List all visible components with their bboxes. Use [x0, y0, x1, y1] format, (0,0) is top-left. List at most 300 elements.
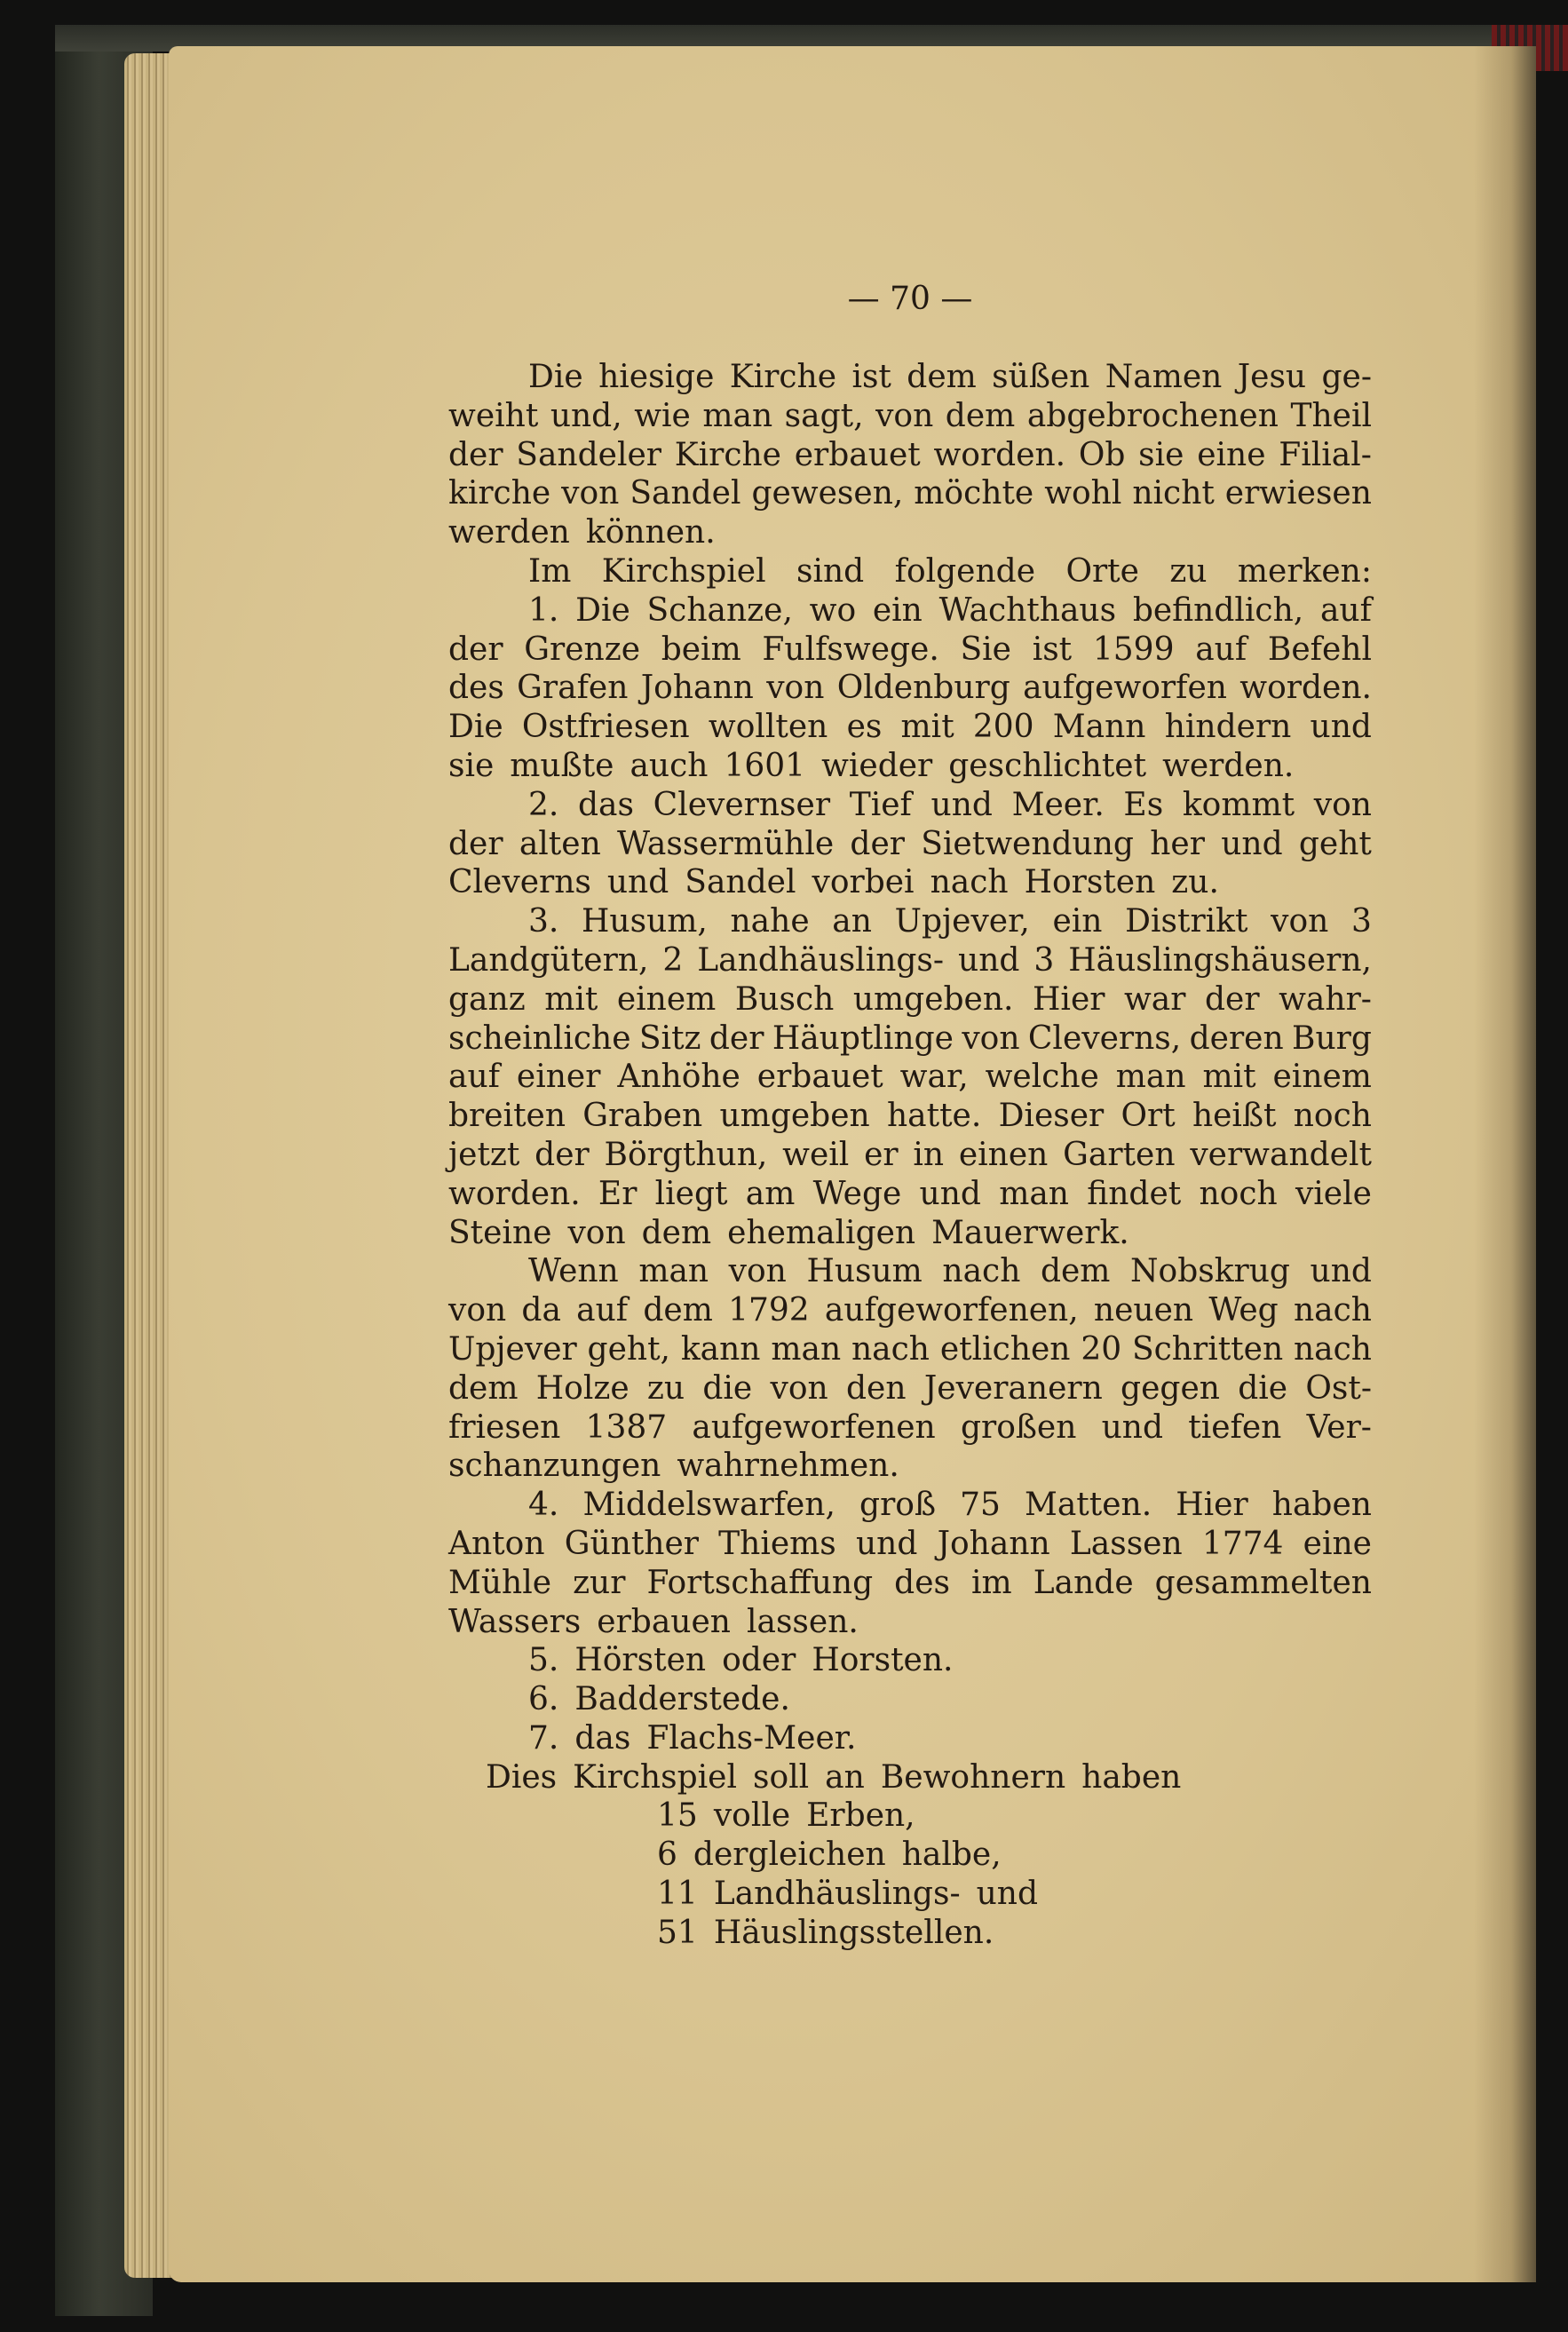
- word: Filial-: [1279, 436, 1372, 473]
- word: von: [448, 1292, 507, 1329]
- text-line: [448, 1136, 1372, 1175]
- word: tiefen: [1188, 1408, 1282, 1446]
- word: worden.: [1239, 670, 1372, 707]
- word: hiesige: [598, 359, 715, 395]
- text-line: [448, 1369, 1372, 1408]
- word: von: [728, 1253, 787, 1290]
- word: 2.: [528, 786, 559, 823]
- word: Namen: [1105, 359, 1223, 395]
- word: und: [606, 864, 669, 901]
- word: das: [574, 1719, 631, 1757]
- word: zu: [646, 1369, 685, 1407]
- word: folgende: [894, 552, 1036, 590]
- word: erwiesen: [1224, 475, 1372, 512]
- word: möchte: [914, 475, 1034, 512]
- word: gesammelten: [1154, 1564, 1372, 1601]
- word: Sietwendung: [921, 825, 1134, 862]
- word: und: [931, 786, 993, 823]
- word: und: [1101, 1408, 1164, 1446]
- word: Johann: [640, 670, 754, 707]
- word: sie: [1138, 436, 1184, 473]
- word: auf: [1195, 631, 1247, 668]
- word: von: [770, 1369, 828, 1407]
- word: wieder: [821, 747, 933, 784]
- word: haben: [1081, 1758, 1182, 1796]
- word: zu.: [1171, 864, 1219, 901]
- word: an: [832, 903, 872, 940]
- word: Lassen: [1069, 1525, 1183, 1562]
- word: Flachs-Meer.: [646, 1719, 857, 1757]
- text-line: [448, 1175, 1372, 1214]
- word: Kirche: [729, 359, 837, 395]
- word: wohl: [1044, 475, 1122, 512]
- word: Häuslingsstellen.: [713, 1914, 994, 1951]
- word: 6: [657, 1836, 677, 1874]
- word: können.: [585, 514, 716, 551]
- word: 2: [662, 941, 684, 979]
- word: nach: [1293, 1292, 1372, 1329]
- word: Mühle: [448, 1564, 552, 1601]
- text-line: [448, 1019, 1372, 1059]
- word: war: [1123, 980, 1186, 1018]
- text-line: [448, 708, 1372, 747]
- word: befindlich,: [1132, 591, 1304, 629]
- word: wahr-: [1279, 980, 1372, 1018]
- word: und: [1310, 709, 1372, 746]
- text-line: [448, 1214, 1372, 1253]
- word: Erben,: [806, 1797, 915, 1835]
- word: Steine: [448, 1214, 552, 1251]
- page-number: — 70 —: [847, 281, 973, 317]
- word: man: [702, 397, 773, 434]
- word: einem: [616, 980, 717, 1018]
- word: an: [825, 1758, 865, 1796]
- word: umgeben.: [852, 980, 1014, 1018]
- word: Upjever,: [894, 903, 1030, 940]
- word: verwandelt: [1190, 1136, 1372, 1173]
- word: geht: [1298, 825, 1372, 862]
- word: noch: [1199, 1175, 1278, 1212]
- word: mit: [900, 709, 954, 746]
- word: Horsten.: [812, 1642, 954, 1679]
- word: erbauen: [597, 1603, 731, 1640]
- word: breiten: [448, 1098, 566, 1135]
- word: 75: [960, 1487, 1001, 1524]
- word: der: [448, 436, 503, 473]
- word: nach: [1293, 1330, 1372, 1368]
- word: ge-: [1321, 359, 1372, 395]
- word: Befehl: [1267, 631, 1372, 668]
- word: wollten: [708, 709, 828, 746]
- word: werden.: [1162, 747, 1295, 784]
- word: ein: [872, 591, 923, 629]
- word: Grenze: [524, 631, 640, 668]
- text-line: [448, 941, 1372, 980]
- text-line: [448, 1291, 1372, 1330]
- word: Jeveranern: [923, 1369, 1103, 1407]
- word: zu: [1169, 552, 1208, 590]
- word: Sie: [960, 631, 1011, 668]
- text-line: [448, 513, 1372, 552]
- word: Thiems: [718, 1525, 836, 1562]
- word: Sandel: [630, 475, 741, 512]
- word: Grafen: [517, 670, 629, 707]
- text-line: [448, 1525, 1372, 1564]
- word: werden: [448, 514, 570, 551]
- word: Häuslingshäusern,: [1068, 941, 1372, 979]
- word: Die: [448, 709, 503, 746]
- word: umgeben: [719, 1098, 870, 1135]
- word: von: [962, 1019, 1020, 1057]
- word: Schritten: [1131, 1330, 1284, 1368]
- word: dem: [641, 1214, 712, 1251]
- word: war,: [899, 1059, 969, 1096]
- word: gegen: [1121, 1369, 1220, 1407]
- word: dem: [643, 1292, 713, 1329]
- word: hatte.: [886, 1098, 982, 1135]
- word: vorbei: [812, 864, 915, 901]
- word: ehemaligen: [727, 1214, 916, 1251]
- word: Orte: [1065, 552, 1139, 590]
- text-line: [448, 825, 1372, 864]
- word: jetzt: [448, 1136, 520, 1173]
- text-line: [448, 1719, 1372, 1758]
- word: Busch: [734, 980, 835, 1018]
- text-line: [448, 436, 1372, 475]
- word: von: [766, 670, 825, 707]
- word: aufgeworfenen,: [824, 1292, 1079, 1329]
- word: 20: [1081, 1330, 1122, 1368]
- text-line: [448, 1447, 1372, 1486]
- word: Cleverns: [448, 864, 591, 901]
- word: Wachthaus: [938, 591, 1117, 629]
- text-line: [448, 1914, 1372, 1953]
- page-text: [448, 280, 1372, 1953]
- word: eine: [1197, 436, 1266, 473]
- word: Sandel: [685, 864, 796, 901]
- word: Es: [1123, 786, 1164, 823]
- word: am: [745, 1175, 796, 1212]
- word: man: [638, 1253, 709, 1290]
- word: oder: [722, 1642, 796, 1679]
- word: auch: [630, 747, 709, 784]
- word: geschlichtet: [948, 747, 1147, 784]
- word: sind: [796, 552, 865, 590]
- word: geht,: [587, 1330, 670, 1368]
- word: Oldenburg: [836, 670, 1010, 707]
- word: dem: [448, 1369, 519, 1407]
- word: halbe,: [901, 1836, 1002, 1874]
- word: eine: [1303, 1525, 1372, 1562]
- word: Burg: [1292, 1019, 1372, 1057]
- text-line: [448, 863, 1372, 902]
- word: welche: [985, 1059, 1099, 1096]
- word: dem: [945, 397, 1016, 434]
- text-line: [448, 552, 1372, 591]
- word: es: [846, 709, 883, 746]
- word: Ver-: [1306, 1408, 1372, 1446]
- word: findet: [1087, 1175, 1182, 1212]
- word: den: [846, 1369, 907, 1407]
- word: Cleverns,: [1027, 1019, 1182, 1057]
- word: der: [1205, 980, 1260, 1018]
- word: Horsten: [1024, 864, 1156, 901]
- text-line: [448, 631, 1372, 670]
- word: Landhäuslings-: [697, 941, 945, 979]
- word: Lande: [1033, 1564, 1134, 1601]
- word: einer: [516, 1059, 601, 1096]
- word: und: [976, 1876, 1039, 1913]
- word: Fulfswege.: [762, 631, 939, 668]
- text-line: [448, 1641, 1372, 1680]
- word: kirche: [448, 475, 551, 512]
- word: von: [567, 1214, 626, 1251]
- word: scheinliche: [448, 1019, 631, 1057]
- word: man: [1115, 1059, 1186, 1096]
- word: heißt: [1192, 1098, 1277, 1135]
- word: ist: [1032, 631, 1073, 668]
- word: dem: [1040, 1253, 1111, 1290]
- text-line: [448, 358, 1372, 397]
- word: merken:: [1237, 552, 1372, 590]
- word: wo: [809, 591, 857, 629]
- word: und: [1310, 1253, 1372, 1290]
- word: hindern: [1164, 709, 1292, 746]
- word: 1774: [1201, 1525, 1284, 1562]
- text-line: [448, 1758, 1372, 1797]
- word: 51: [657, 1914, 698, 1951]
- word: Wege: [812, 1175, 902, 1212]
- text-line: [448, 397, 1372, 436]
- word: nach: [851, 1330, 930, 1368]
- word: die: [1238, 1369, 1288, 1407]
- word: aufgeworfenen: [692, 1408, 936, 1446]
- word: 200: [972, 709, 1034, 746]
- text-line: [448, 747, 1372, 786]
- word: der: [535, 1136, 590, 1173]
- word: Johann: [937, 1525, 1050, 1562]
- word: der: [448, 825, 503, 862]
- text-line: [448, 1603, 1372, 1642]
- word: Bewohnern: [880, 1758, 1066, 1796]
- word: auf: [448, 1059, 500, 1096]
- word: Theil: [1290, 397, 1372, 434]
- word: und: [855, 1525, 918, 1562]
- word: Schanze,: [646, 591, 793, 629]
- text-line: [448, 1408, 1372, 1448]
- word: schanzungen: [448, 1448, 661, 1485]
- word: Landhäuslings-: [713, 1876, 961, 1913]
- word: zur: [573, 1564, 626, 1601]
- word: des: [894, 1564, 950, 1601]
- word: etlichen: [939, 1330, 1071, 1368]
- text-line: [448, 1797, 1372, 1836]
- word: und: [919, 1175, 981, 1212]
- word: sagt,: [784, 397, 864, 434]
- word: soll: [752, 1758, 810, 1796]
- word: Mauerwerk.: [931, 1214, 1129, 1251]
- text-line: [448, 1836, 1372, 1875]
- word: friesen: [448, 1408, 561, 1446]
- word: Kirche: [674, 436, 781, 473]
- word: Hörsten: [574, 1642, 707, 1679]
- word: nach: [942, 1253, 1021, 1290]
- word: ein: [1052, 903, 1103, 940]
- word: mit: [1202, 1059, 1256, 1096]
- word: lassen.: [746, 1603, 859, 1640]
- word: weil: [782, 1136, 850, 1173]
- word: der: [709, 1019, 764, 1057]
- word: süßen: [992, 359, 1090, 395]
- word: Husum: [806, 1253, 923, 1290]
- word: großen: [960, 1408, 1077, 1446]
- word: Sandeler: [516, 436, 661, 473]
- word: und: [1221, 825, 1283, 862]
- word: worden.: [448, 1175, 581, 1212]
- text-line: [448, 474, 1372, 513]
- word: im: [971, 1564, 1012, 1601]
- word: 4.: [528, 1487, 559, 1524]
- word: des: [448, 670, 504, 707]
- word: ist: [851, 359, 891, 395]
- word: volle: [713, 1797, 791, 1835]
- word: 1792: [728, 1292, 810, 1329]
- word: 5.: [528, 1642, 559, 1679]
- word: von: [875, 397, 934, 434]
- text-line: [448, 1680, 1372, 1719]
- word: das: [578, 786, 634, 823]
- word: erbauet: [756, 1059, 883, 1096]
- word: der: [448, 631, 503, 668]
- word: Fortschaffung: [646, 1564, 874, 1601]
- word: nicht: [1132, 475, 1215, 512]
- word: her: [1150, 825, 1205, 862]
- word: Hier: [1033, 980, 1105, 1018]
- text-line: [448, 902, 1372, 941]
- text-line: [448, 669, 1372, 708]
- word: Clevernser: [653, 786, 831, 823]
- word: Hier: [1176, 1487, 1248, 1524]
- text-line: [448, 1486, 1372, 1525]
- word: 3.: [528, 903, 559, 940]
- word: wahrnehmen.: [677, 1448, 899, 1485]
- word: 15: [657, 1797, 698, 1835]
- word: man: [999, 1175, 1069, 1212]
- word: aufgeworfen: [1023, 670, 1227, 707]
- word: Wassers: [448, 1603, 582, 1640]
- word: erbauet: [794, 436, 921, 473]
- word: dergleichen: [693, 1836, 886, 1874]
- word: und,: [550, 397, 622, 434]
- word: mußte: [510, 747, 614, 784]
- word: dem: [907, 359, 977, 395]
- word: groß: [859, 1487, 937, 1524]
- text-line: [448, 1252, 1372, 1291]
- word: Nobskrug: [1130, 1253, 1290, 1290]
- word: Husum,: [582, 903, 708, 940]
- word: haben: [1271, 1487, 1372, 1524]
- text-line: [448, 1330, 1372, 1369]
- text-line: [448, 786, 1372, 825]
- word: alten: [519, 825, 601, 862]
- word: 11: [657, 1876, 698, 1913]
- word: wie: [634, 397, 691, 434]
- word: 1.: [528, 591, 559, 629]
- word: 6.: [528, 1681, 559, 1718]
- word: Im: [528, 552, 572, 590]
- word: Middelswarfen,: [582, 1487, 835, 1524]
- word: einen: [958, 1136, 1049, 1173]
- word: Kirchspiel: [601, 552, 766, 590]
- word: Landgütern,: [448, 941, 649, 979]
- word: Die: [528, 359, 583, 395]
- word: nahe: [730, 903, 810, 940]
- word: Dieser: [998, 1098, 1105, 1135]
- word: nach: [930, 864, 1009, 901]
- word: die: [702, 1369, 753, 1407]
- word: und: [958, 941, 1020, 979]
- word: Garten: [1063, 1136, 1176, 1173]
- word: Ob: [1078, 436, 1126, 473]
- word: Die: [575, 591, 630, 629]
- word: Matten.: [1024, 1487, 1152, 1524]
- word: Ost-: [1305, 1369, 1372, 1407]
- word: von: [1271, 903, 1329, 940]
- word: noch: [1293, 1098, 1372, 1135]
- word: Kirchspiel: [573, 1758, 737, 1796]
- word: Börgthun,: [604, 1136, 768, 1173]
- word: Mann: [1052, 709, 1146, 746]
- word: er: [864, 1136, 899, 1173]
- word: 7.: [528, 1719, 559, 1757]
- word: Häuptlinge: [772, 1019, 954, 1057]
- word: Wenn: [528, 1253, 619, 1290]
- word: neuen: [1093, 1292, 1194, 1329]
- word: viele: [1295, 1175, 1372, 1212]
- word: ganz: [448, 980, 526, 1018]
- word: deren: [1189, 1019, 1284, 1057]
- word: Holze: [535, 1369, 630, 1407]
- word: Sitz: [638, 1019, 701, 1057]
- word: Ort: [1121, 1098, 1176, 1135]
- word: Upjever: [448, 1330, 577, 1368]
- word: weiht: [448, 397, 539, 434]
- word: kann: [680, 1330, 761, 1368]
- word: Er: [598, 1175, 637, 1212]
- word: auf: [1319, 591, 1372, 629]
- word: da: [521, 1292, 561, 1329]
- text-line: [448, 591, 1372, 631]
- word: Anhöhe: [617, 1059, 740, 1096]
- word: Jesu: [1237, 359, 1307, 395]
- word: man: [771, 1330, 842, 1368]
- text-line: [448, 1564, 1372, 1603]
- word: Tief: [849, 786, 912, 823]
- page-gutter: [1474, 46, 1536, 2282]
- word: mit: [544, 980, 598, 1018]
- word: Dies: [486, 1758, 558, 1796]
- word: Anton: [448, 1525, 545, 1562]
- word: Günther: [564, 1525, 699, 1562]
- word: 3: [1350, 903, 1372, 940]
- text-line: [448, 980, 1372, 1019]
- word: der: [850, 825, 905, 862]
- word: Distrikt: [1125, 903, 1248, 940]
- word: abgebrochenen: [1026, 397, 1279, 434]
- word: 3: [1033, 941, 1055, 979]
- word: sie: [448, 747, 495, 784]
- text-line: [448, 1875, 1372, 1914]
